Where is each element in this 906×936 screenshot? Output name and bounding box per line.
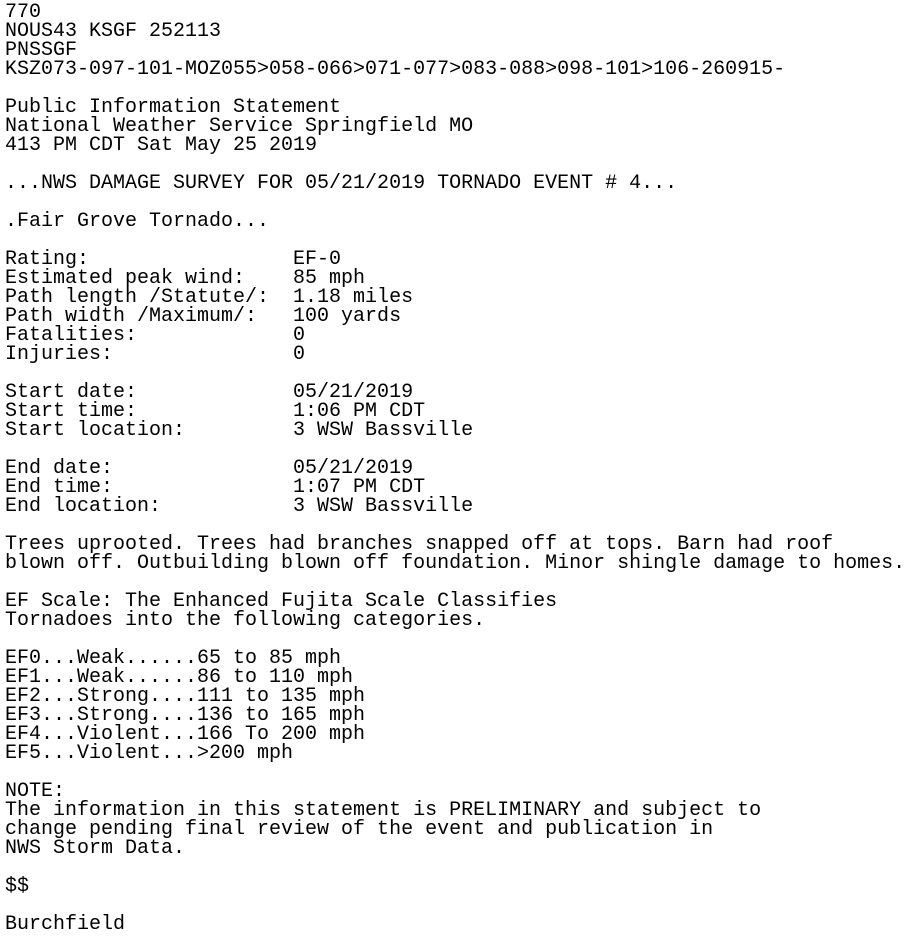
ef-category-ef4: EF4...Violent...166 To 200 mph [5, 723, 366, 746]
issue-time: 413 PM CDT Sat May 25 2019 [5, 134, 318, 157]
sequence-number: 770 [5, 1, 42, 24]
awips-id: PNSSGF [5, 39, 78, 62]
injuries-row: Injuries: 0 [5, 343, 306, 366]
public-information-statement [5, 3, 905, 934]
note-line: The information in this statement is PRELIMINARY and subject to [5, 799, 762, 822]
start-time-row: Start time: 1:06 PM CDT [5, 400, 426, 423]
rating-row: Rating: EF-0 [5, 248, 342, 271]
ef-scale-intro-line: Tornadoes into the following categories. [5, 609, 486, 632]
note-line: NWS Storm Data. [5, 837, 186, 860]
ef-category-ef0: EF0...Weak......65 to 85 mph [5, 647, 342, 670]
fatalities-row: Fatalities: 0 [5, 324, 306, 347]
start-location-row: Start location: 3 WSW Bassville [5, 419, 474, 442]
path-width-row: Path width /Maximum/: 100 yards [5, 305, 402, 328]
end-time-row: End time: 1:07 PM CDT [5, 476, 426, 499]
ef-category-ef2: EF2...Strong....111 to 135 mph [5, 685, 366, 708]
end-date-row: End date: 05/21/2019 [5, 457, 414, 480]
blank-line [5, 858, 905, 877]
start-date-row: Start date: 05/21/2019 [5, 381, 414, 404]
ef-category-ef5: EF5...Violent...>200 mph [5, 742, 294, 765]
path-length-row: Path length /Statute/: 1.18 miles [5, 286, 414, 309]
survey-headline: ...NWS DAMAGE SURVEY FOR 05/21/2019 TORNADO EVENT # 4... [5, 172, 678, 195]
note-label: NOTE: [5, 780, 66, 803]
wmo-header: NOUS43 KSGF 252113 [5, 20, 222, 43]
peak-wind-row: Estimated peak wind: 85 mph [5, 267, 366, 290]
damage-summary-line: blown off. Outbuilding blown off foundation. Minor shingle damage to homes. [5, 552, 906, 575]
ef-category-ef1: EF1...Weak......86 to 110 mph [5, 666, 354, 689]
ugc-zone-line: KSZ073-097-101-MOZ055>058-066>071-077>083-088>098-101>106-260915- [5, 58, 786, 81]
product-terminator: $$ [5, 875, 30, 898]
end-location-row: End location: 3 WSW Bassville [5, 495, 474, 518]
blank-line [5, 763, 905, 782]
blank-line [5, 896, 905, 915]
note-line: change pending final review of the event and publication in [5, 818, 714, 841]
ef-scale-intro-line: EF Scale: The Enhanced Fujita Scale Classifies [5, 590, 558, 613]
statement-title: Public Information Statement [5, 96, 342, 119]
event-name: .Fair Grove Tornado... [5, 210, 270, 233]
author-signature: Burchfield [5, 913, 126, 936]
issuing-office: National Weather Service Springfield MO [5, 115, 474, 138]
damage-summary-line: Trees uprooted. Trees had branches snapped off at tops. Barn had roof [5, 533, 834, 556]
ef-category-ef3: EF3...Strong....136 to 165 mph [5, 704, 366, 727]
